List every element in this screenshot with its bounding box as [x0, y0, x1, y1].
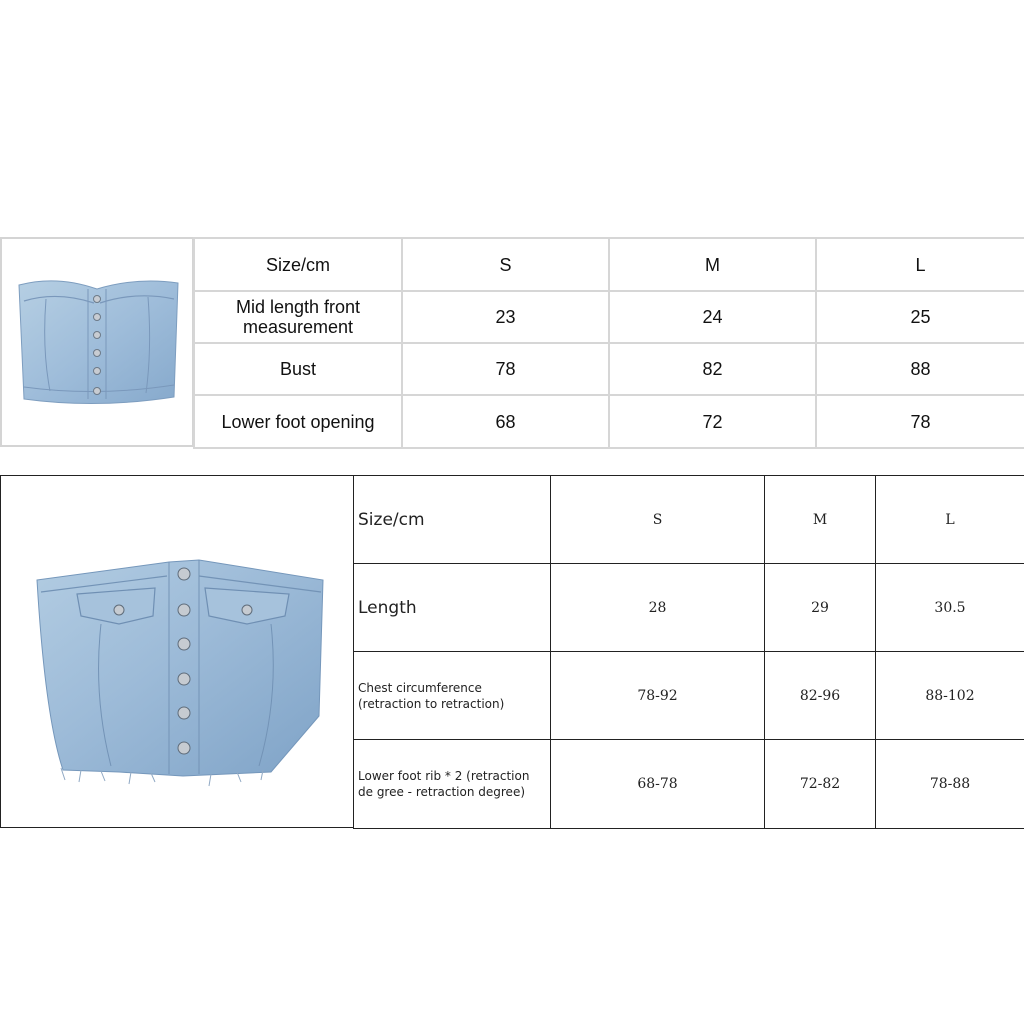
product-photo-frame-large [0, 475, 354, 828]
product-photo-frame-small [0, 237, 194, 447]
size-chart-top [0, 237, 1024, 447]
size-chart-bottom [0, 475, 1024, 828]
cell-value: 25 [816, 291, 1024, 343]
cell-value: 72 [609, 395, 816, 448]
table-header-row [354, 476, 1024, 564]
table-row [194, 291, 1024, 343]
cell-value: 29 [765, 564, 876, 652]
table-row [354, 652, 1024, 740]
table-row [354, 564, 1024, 652]
cell-value: 28 [551, 564, 765, 652]
cell-value: 78 [816, 395, 1024, 448]
cell-value: 24 [609, 291, 816, 343]
header-label: Size/cm [194, 238, 402, 291]
row-label: Bust [194, 343, 402, 395]
cell-value: 72-82 [765, 740, 876, 829]
table-row [194, 343, 1024, 395]
header-size-m: M [765, 476, 876, 564]
cell-value: 78-92 [551, 652, 765, 740]
table-row [354, 740, 1024, 829]
cell-value: 68 [402, 395, 609, 448]
row-label: Length [354, 564, 551, 652]
header-size-s: S [551, 476, 765, 564]
denim-tube-top-photo-small [2, 239, 192, 445]
cell-value: 78 [402, 343, 609, 395]
table-row [194, 395, 1024, 448]
row-label: Lower foot opening [194, 395, 402, 448]
cell-value: 88-102 [876, 652, 1024, 740]
cell-value: 68-78 [551, 740, 765, 829]
header-size-l: L [816, 238, 1024, 291]
cell-value: 30.5 [876, 564, 1024, 652]
denim-tube-top-photo-large [1, 476, 353, 827]
size-table-top [193, 237, 1024, 449]
cell-value: 78-88 [876, 740, 1024, 829]
row-label: Lower foot rib * 2 (retraction de gree - retraction degree) [354, 740, 551, 829]
size-table-bottom [353, 475, 1024, 829]
row-label: Chest circumference (retraction to retraction) [354, 652, 551, 740]
cell-value: 23 [402, 291, 609, 343]
cell-value: 82 [609, 343, 816, 395]
cell-value: 88 [816, 343, 1024, 395]
header-size-s: S [402, 238, 609, 291]
header-size-l: L [876, 476, 1024, 564]
table-header-row [194, 238, 1024, 291]
row-label: Mid length front measurement [194, 291, 402, 343]
header-size-m: M [609, 238, 816, 291]
header-label: Size/cm [354, 476, 551, 564]
cell-value: 82-96 [765, 652, 876, 740]
